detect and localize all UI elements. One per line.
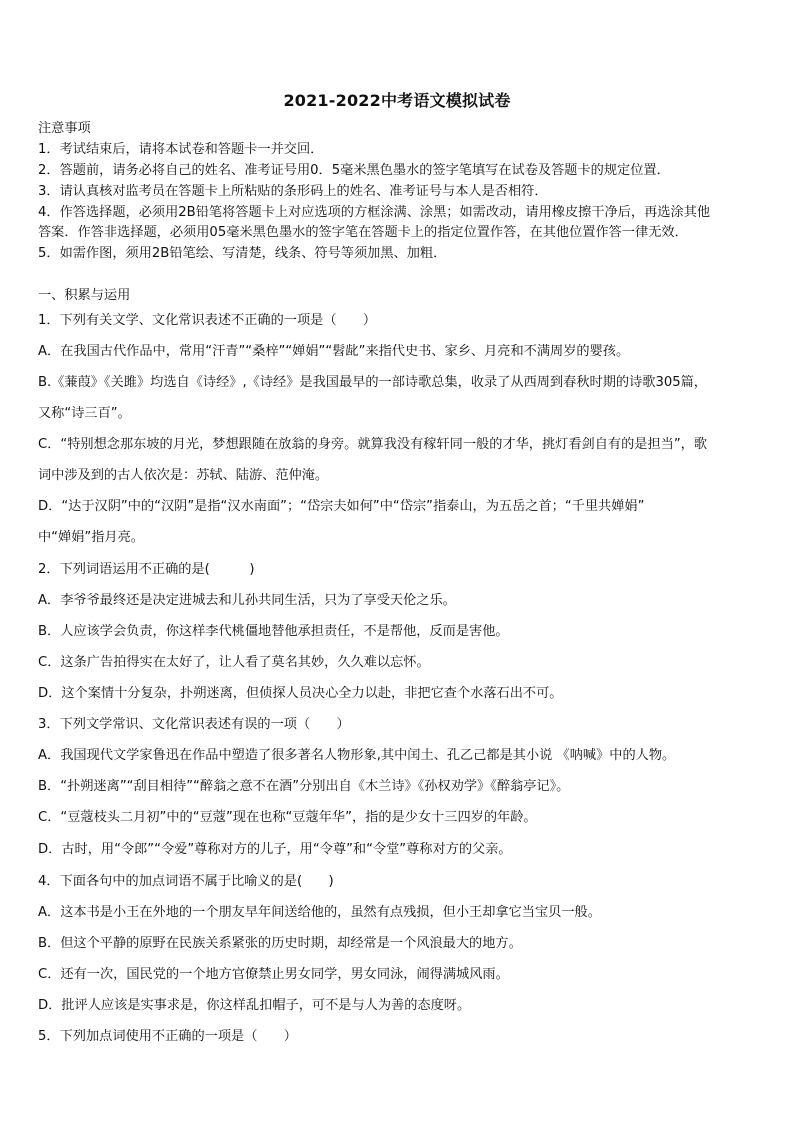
notice-item: 4．作答选择题，必须用2B铅笔将答题卡上对应选项的方框涂满、涂黑；如需改动，请用橡皮擦干净后，再选涂其他 — [38, 205, 711, 220]
question-stem: 2．下列词语运用不正确的是( ) — [38, 562, 255, 577]
notice-item: 答案．作答非选择题，必须用05毫米黑色墨水的签字笔在答题卡上的指定位置作答，在其他位置作答一律无效． — [38, 225, 688, 240]
question-stem: 1．下列有关文学、文化常识表述不正确的一项是（ ） — [38, 313, 377, 328]
question-stem: 4．下面各句中的加点词语不属于比喻义的是( ) — [38, 874, 334, 889]
answer-option: C．“豆蔻枝头二月初”中的“豆蔻”现在也称“豆蔻年华”，指的是少女十三四岁的年龄。 — [38, 810, 537, 825]
answer-option: B．但这个平静的原野在民族关系紧张的历史时期，却经常是一个风浪最大的地方。 — [38, 936, 522, 951]
answer-option-continued: 中“婵娟”指月亮。 — [38, 530, 144, 545]
answer-option: C．还有一次，国民党的一个地方官僚禁止男女同学，男女同泳，闹得满城风雨。 — [38, 967, 509, 982]
answer-option: C．“特别想念那东坡的月光，梦想跟随在放翁的身旁。就算我没有稼轩同一般的才华，挑灯看剑自有的是担当”，歌 — [38, 437, 708, 452]
answer-option: A．我国现代文学家鲁迅在作品中塑造了很多著名人物形象,其中闰土、孔乙己都是其小说 《呐喊》中的人物。 — [38, 748, 676, 763]
answer-option: A．李爷爷最终还是决定进城去和儿孙共同生活，只为了享受天伦之乐。 — [38, 593, 456, 608]
section-heading: 一、积累与运用 — [38, 288, 131, 303]
notice-item: 1．考试结束后，请将本试卷和答题卡一并交回． — [38, 142, 324, 157]
answer-option: A．这本书是小王在外地的一个朋友早年间送给他的，虽然有点残损，但小王却拿它当宝贝一般。 — [38, 905, 601, 920]
answer-option: B.《蒹葭》《关雎》均选自《诗经》,《诗经》是我国最早的一部诗歌总集，收录了从西周到春秋时期的诗歌305篇， — [38, 375, 707, 390]
answer-option: D．古时，用“令郎”“令爱”尊称对方的儿子，用“令尊”和“令堂”尊称对方的父亲。 — [38, 842, 512, 857]
answer-option: B．人应该学会负责，你这样李代桃僵地替他承担责任，不是帮他，反而是害他。 — [38, 624, 509, 639]
answer-option: D．批评人应该是实事求是，你这样乱扣帽子，可不是与人为善的态度呀。 — [38, 998, 471, 1013]
answer-option-continued: 又称“诗三百”。 — [38, 406, 131, 421]
notice-heading: 注意事项 — [38, 121, 91, 136]
answer-option: D．这个案情十分复杂，扑朔迷离，但侦探人员决心全力以赴，非把它查个水落石出不可。 — [38, 686, 563, 701]
question-stem: 5．下列加点词使用不正确的一项是（ ） — [38, 1029, 297, 1044]
notice-item: 3．请认真核对监考员在答题卡上所粘贴的条形码上的姓名、准考证号与本人是否相符． — [38, 184, 548, 199]
answer-option: D．“达于汉阴”中的“汉阴”是指“汉水南面”；“岱宗夫如何”中“岱宗”指泰山，为五岳之首；“千里共婵娟” — [38, 499, 645, 514]
answer-option: B．“扑朔迷离”“刮目相待”“醉翁之意不在酒”分别出自《木兰诗》《孙权劝学》《醉翁亭记》。 — [38, 779, 570, 794]
answer-option-continued: 词中涉及到的古人依次是：苏轼、陆游、范仲淹。 — [38, 468, 329, 483]
page-title: 2021-2022中考语文模拟试卷 — [283, 91, 511, 110]
question-stem: 3．下列文学常识、文化常识表述有误的一项（ ） — [38, 717, 350, 732]
notice-item: 2．答题前，请务必将自己的姓名、准考证号用0．5毫米黑色墨水的签字笔填写在试卷及答题卡的规定位置． — [38, 163, 670, 178]
answer-option: C．这条广告拍得实在太好了，让人看了莫名其妙，久久难以忘怀。 — [38, 655, 430, 670]
answer-option: A．在我国古代作品中，常用“汗青”“桑梓”“婵娟”“髫龀”来指代史书、家乡、月亮和不满周岁的婴孩。 — [38, 344, 630, 359]
notice-item: 5．如需作图，须用2B铅笔绘、写清楚，线条、符号等须加黑、加粗． — [38, 246, 447, 261]
